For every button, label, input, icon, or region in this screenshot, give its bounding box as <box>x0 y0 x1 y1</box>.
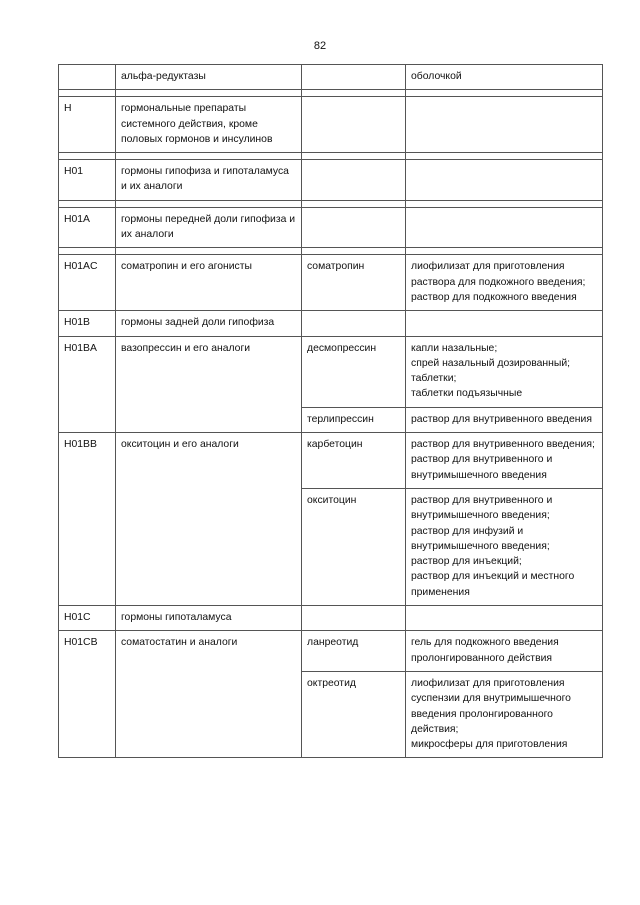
dosage-form-cell: раствор для внутривенного введения; раствор для внутривенного и внутримышечного введения <box>406 433 603 489</box>
group-name-cell: соматропин и его агонисты <box>116 255 302 311</box>
substance-cell <box>302 207 406 248</box>
atc-code-cell: H01AC <box>59 255 116 311</box>
dosage-form-cell: оболочкой <box>406 65 603 90</box>
group-name-cell: гормоны задней доли гипофиза <box>116 311 302 336</box>
dosage-form-cell: раствор для внутривенного и внутримышечного введения; раствор для инфузий и внутримышечного введения; раствор для инъекций; раствор для инъекций и местного применения <box>406 488 603 605</box>
group-name-cell: альфа-редуктазы <box>116 65 302 90</box>
atc-code-cell <box>59 65 116 90</box>
group-name-cell: гормоны передней доли гипофиза и их аналоги <box>116 207 302 248</box>
table-row <box>59 207 603 248</box>
substance-cell <box>302 65 406 90</box>
substance-cell <box>302 160 406 201</box>
table-row <box>59 311 603 336</box>
dosage-form-cell <box>406 160 603 201</box>
substance-cell <box>302 97 406 153</box>
group-name-cell: вазопрессин и его аналоги <box>116 336 302 432</box>
substance-cell: терлипрессин <box>302 407 406 432</box>
substance-cell: десмопрессин <box>302 336 406 407</box>
dosage-form-cell: гель для подкожного введения пролонгированного действия <box>406 631 603 672</box>
page-number: 82 <box>313 40 327 52</box>
substance-cell: октреотид <box>302 671 406 757</box>
group-name-cell: гормоны гипофиза и гипоталамуса и их аналоги <box>116 160 302 201</box>
dosage-form-cell: лиофилизат для приготовления суспензии для внутримышечного введения пролонгированного действия; микросферы для приготовления <box>406 671 603 757</box>
atc-code-cell: H01CB <box>59 631 116 758</box>
substance-cell: соматропин <box>302 255 406 311</box>
atc-code-cell: H01BB <box>59 433 116 606</box>
dosage-form-cell <box>406 207 603 248</box>
table-row <box>59 65 603 90</box>
table-row <box>59 631 603 672</box>
group-name-cell: гормоны гипоталамуса <box>116 606 302 631</box>
dosage-form-cell <box>406 97 603 153</box>
dosage-form-cell <box>406 311 603 336</box>
dosage-form-cell: капли назальные; спрей назальный дозированный; таблетки; таблетки подъязычные <box>406 336 603 407</box>
atc-code-cell: H01B <box>59 311 116 336</box>
atc-code-cell: H01BA <box>59 336 116 432</box>
table-row <box>59 255 603 311</box>
table-row <box>59 336 603 407</box>
substance-cell: окситоцин <box>302 488 406 605</box>
atc-code-cell: H <box>59 97 116 153</box>
group-name-cell: соматостатин и аналоги <box>116 631 302 758</box>
atc-code-cell: H01 <box>59 160 116 201</box>
atc-code-cell: H01A <box>59 207 116 248</box>
table-row <box>59 606 603 631</box>
dosage-form-cell: раствор для внутривенного введения <box>406 407 603 432</box>
atc-code-cell: H01C <box>59 606 116 631</box>
dosage-form-cell: лиофилизат для приготовления раствора для подкожного введения; раствор для подкожного введения <box>406 255 603 311</box>
substance-cell <box>302 606 406 631</box>
substance-cell: карбетоцин <box>302 433 406 489</box>
substance-cell <box>302 311 406 336</box>
group-name-cell: гормональные препараты системного действия, кроме половых гормонов и инсулинов <box>116 97 302 153</box>
dosage-form-cell <box>406 606 603 631</box>
table-row <box>59 160 603 201</box>
medication-table <box>58 64 603 758</box>
group-name-cell: окситоцин и его аналоги <box>116 433 302 606</box>
table-row <box>59 97 603 153</box>
substance-cell: ланреотид <box>302 631 406 672</box>
table-row <box>59 433 603 489</box>
